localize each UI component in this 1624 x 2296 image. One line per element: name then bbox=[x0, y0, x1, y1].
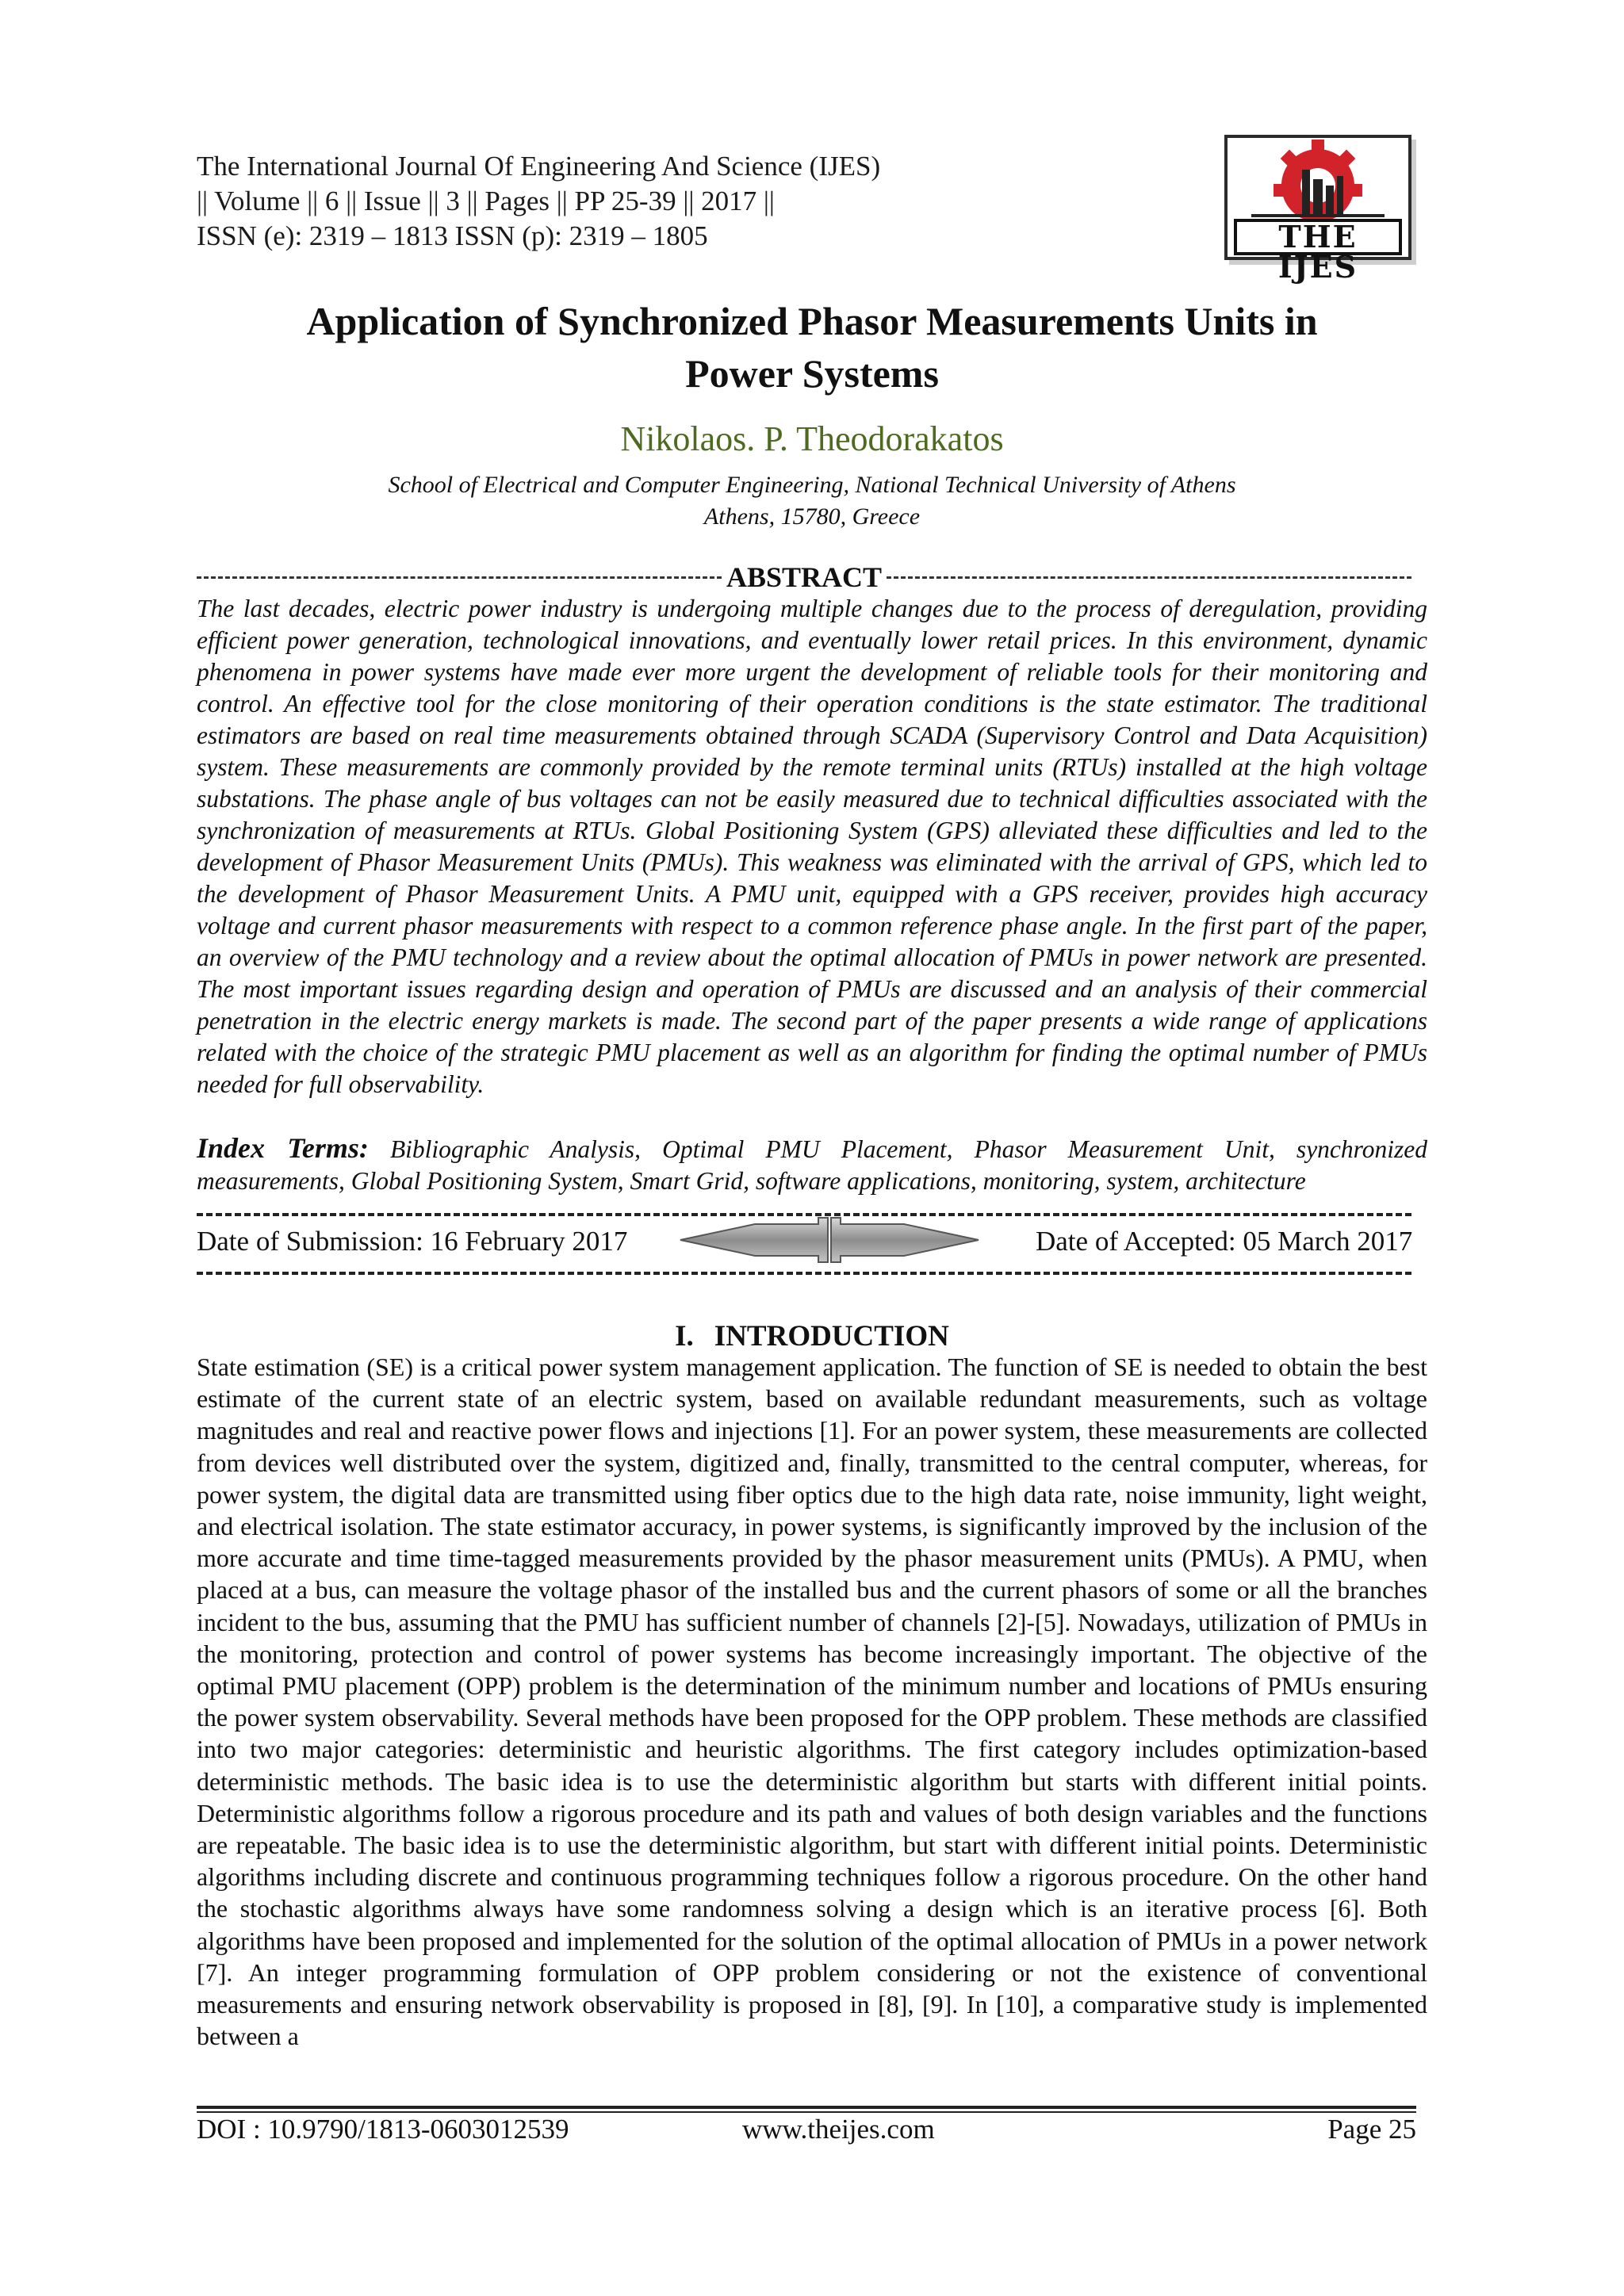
index-terms-label: Index Terms: bbox=[197, 1132, 369, 1164]
abstract-heading: ABSTRACT bbox=[726, 561, 883, 593]
affiliation bbox=[197, 469, 1427, 533]
journal-issn: ISSN (e): 2319 – 1813 ISSN (p): 2319 – 1805 bbox=[197, 220, 708, 251]
journal-name: The International Journal Of Engineering And Science (IJES) bbox=[197, 151, 881, 182]
affiliation-line-2: Athens, 15780, Greece bbox=[703, 503, 921, 530]
abstract-heading-rule bbox=[197, 561, 1411, 593]
dashed-divider bbox=[887, 576, 1411, 579]
section-heading bbox=[197, 1319, 1427, 1354]
index-terms bbox=[197, 1132, 1427, 1197]
footer-page-number: Page 25 bbox=[1327, 2114, 1416, 2145]
page-footer bbox=[197, 2112, 1416, 2147]
gear-logo-icon bbox=[1228, 138, 1408, 225]
journal-header bbox=[197, 149, 1148, 254]
accepted-date: Date of Accepted: 05 March 2017 bbox=[1036, 1226, 1413, 1257]
dashed-divider bbox=[197, 576, 722, 579]
ijes-logo bbox=[1224, 135, 1411, 285]
introduction-text: State estimation (SE) is a critical power system management application. The function of SE is needed to obtain the best estimate of the current state of an electric system, based on available redundant measurements, such as voltage magnitudes and real and reactive power flows and injections [1]. For an power system, these measurements are collected from devices well distributed over the system, digitized and, finally, transmitted to the central computer, whereas, for power system, the digital data are transmitted using fiber optics due to the high data rate, noise immunity, light weight, and electrical isolation. The state estimator accuracy, in power systems, is significantly improved by the inclusion of the more accurate and time time-tagged measurements provided by the phasor measurement units (PMUs). A PMU, when placed at a bus, can measure the voltage phasor of the installed bus and the current phasors of some or all the branches incident to the bus, assuming that the PMU has sufficient number of channels [2]-[5]. Nowadays, utilization of PMUs in the monitoring, protection and control of power systems has become increasingly important. The objective of the optimal PMU placement (OPP) problem is the determination of the minimum number and locations of PMUs ensuring the power system observability. Several methods have been proposed for the OPP problem. These methods are classified into two major categories: deterministic and heuristic algorithms. The first category includes optimization-based deterministic methods. The basic idea is to use the deterministic algorithm but starts with different initial points. Deterministic algorithms follow a rigorous procedure and its path and values of both design variables and the functions are repeatable. The basic idea is to use the deterministic algorithm, but start with different initial points. Deterministic algorithms including discrete and continuous programming techniques follow a rigorous procedure. On the other hand the stochastic algorithms always have some randomness solving a design which is an iterative process [6]. Both algorithms have been proposed and implemented for the solution of the optimal allocation of PMUs in a power network [7]. An integer programming formulation of OPP problem considering or not the existence of conventional measurements and ensuring network observability is proposed in [8], [9]. In [10], a comparative study is implemented between a bbox=[197, 1353, 1427, 2051]
logo-text: THE IJES bbox=[1234, 219, 1402, 255]
footer-website: www.theijes.com bbox=[742, 2114, 935, 2145]
double-arrow-icon bbox=[679, 1215, 980, 1265]
footer-doi: DOI : 10.9790/1813-0603012539 bbox=[197, 2114, 569, 2145]
section-title: INTRODUCTION bbox=[714, 1320, 949, 1353]
abstract-text: The last decades, electric power industry is undergoing multiple changes due to the process of deregulation, providing efficient power generation, technological innovations, and eventually lower retail prices. In this environment, dynamic phenomena in power systems have made ever more urgent the development of reliable tools for their monitoring and control. An effective tool for the close monitoring of their operation conditions is the state estimator. The traditional estimators are based on real time measurements obtained through SCADA (Supervisory Control and Data Acquisition) system. These measurements are commonly provided by the remote terminal units (RTUs) installed at the high voltage substations. The phase angle of bus voltages can not be easily measured due to technical difficulties associated with the synchronization of measurements at RTUs. Global Positioning System (GPS) alleviated these difficulties and led to the development of Phasor Measurement Units (PMUs). This weakness was eliminated with the arrival of GPS, which led to the development of Phasor Measurement Units. A PMU unit, equipped with a GPS receiver, provides high accuracy voltage and current phasor measurements with respect to a common reference phase angle. In the first part of the paper, an overview of the PMU technology and a review about the optimal allocation of PMUs in power network are presented. The most important issues regarding design and operation of PMUs are discussed and an analysis of their commercial penetration in the electric energy markets is made. The second part of the paper presents a wide range of applications related with the choice of the strategic PMU placement as well as an algorithm for finding the optimal number of PMUs needed for full observability. bbox=[197, 595, 1427, 1098]
title-line-1: Application of Synchronized Phasor Measurements Units in bbox=[306, 299, 1318, 343]
journal-volume-info: || Volume || 6 || Issue || 3 || Pages || PP 25-39 || 2017 || bbox=[197, 186, 775, 216]
dashed-divider bbox=[197, 1272, 1411, 1275]
index-terms-text: Bibliographic Analysis, Optimal PMU Placement, Phasor Measurement Unit, synchronized measurements, Global Positioning System, Smart Grid, software applications, monitoring, system, architecture bbox=[197, 1135, 1427, 1195]
author-name: Nikolaos. P. Theodorakatos bbox=[620, 419, 1004, 458]
submission-date: Date of Submission: 16 February 2017 bbox=[197, 1226, 628, 1257]
title-line-2: Power Systems bbox=[685, 351, 939, 396]
paper-title bbox=[197, 295, 1427, 400]
affiliation-line-1: School of Electrical and Computer Engineering, National Technical University of Athens bbox=[388, 472, 1236, 498]
section-number: I. bbox=[675, 1320, 694, 1353]
